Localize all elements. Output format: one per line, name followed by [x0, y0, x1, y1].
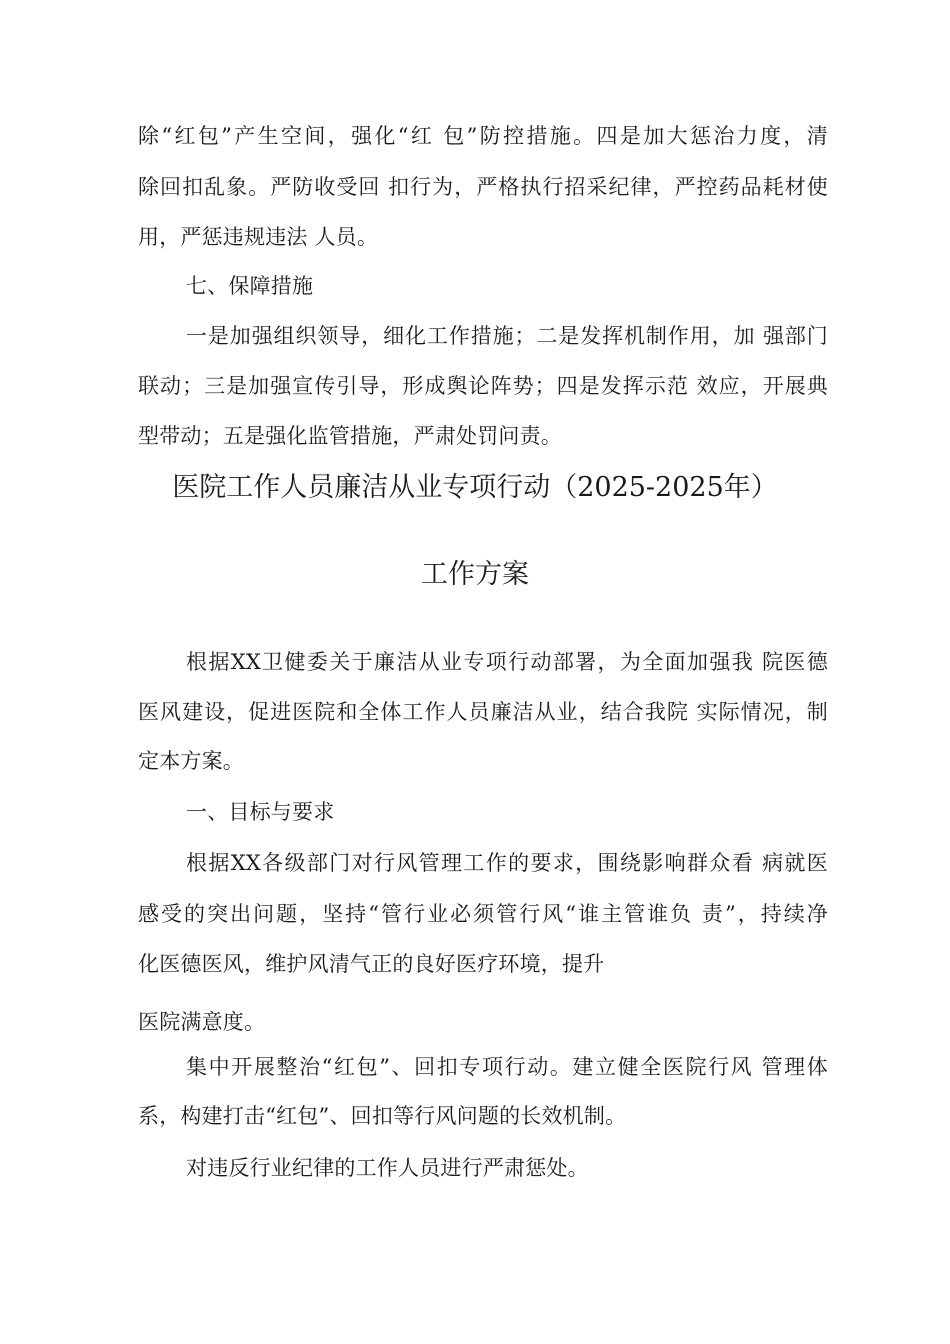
paragraph-line: 医院满意度。: [138, 1010, 266, 1034]
paragraph-line: 除回扣乱象。严防收受回 扣行为，严格执行招采纪律，严控药品耗材使: [138, 175, 828, 199]
paragraph-line: 根据XX卫健委关于廉洁从业专项行动部署，为全面加强我 院医德: [186, 650, 828, 674]
section-heading: 一、目标与要求: [186, 800, 335, 824]
document-subtitle: 工作方案: [421, 559, 529, 590]
paragraph-line: 型带动；五是强化监管措施，严肃处罚问责。: [138, 424, 562, 448]
paragraph-line: 感受的突出问题，坚持“管行业必须管行风“谁主管谁负 责”，持续净: [138, 902, 828, 926]
paragraph-line: 用，严惩违规违法 人员。: [138, 225, 379, 249]
document-title: 医院工作人员廉洁从业专项行动（2025-2025年）: [172, 472, 778, 503]
section-heading: 七、保障措施: [186, 274, 314, 298]
paragraph-line: 一是加强组织领导，细化工作措施；二是发挥机制作用，加 强部门: [186, 324, 828, 348]
paragraph-line: 除“红包”产生空间，强化“红 包”防控措施。四是加大惩治力度，清: [138, 124, 828, 148]
paragraph-line: 根据XX各级部门对行风管理工作的要求，围绕影响群众看 病就医: [186, 851, 828, 875]
paragraph-line: 联动；三是加强宣传引导，形成舆论阵势；四是发挥示范 效应，开展典: [138, 374, 828, 398]
paragraph-line: 化医德医风，维护风清气正的良好医疗环境，提升: [138, 952, 605, 976]
paragraph-line: 系，构建打击“红包”、回扣等行风问题的长效机制。: [138, 1104, 627, 1128]
paragraph-line: 集中开展整治“红包”、回扣专项行动。建立健全医院行风 管理体: [186, 1055, 828, 1079]
paragraph-line: 医风建设，促进医院和全体工作人员廉洁从业，结合我院 实际情况，制: [138, 700, 828, 724]
paragraph-line: 定本方案。: [138, 749, 244, 773]
paragraph-line: 对违反行业纪律的工作人员进行严肃惩处。: [186, 1156, 589, 1180]
